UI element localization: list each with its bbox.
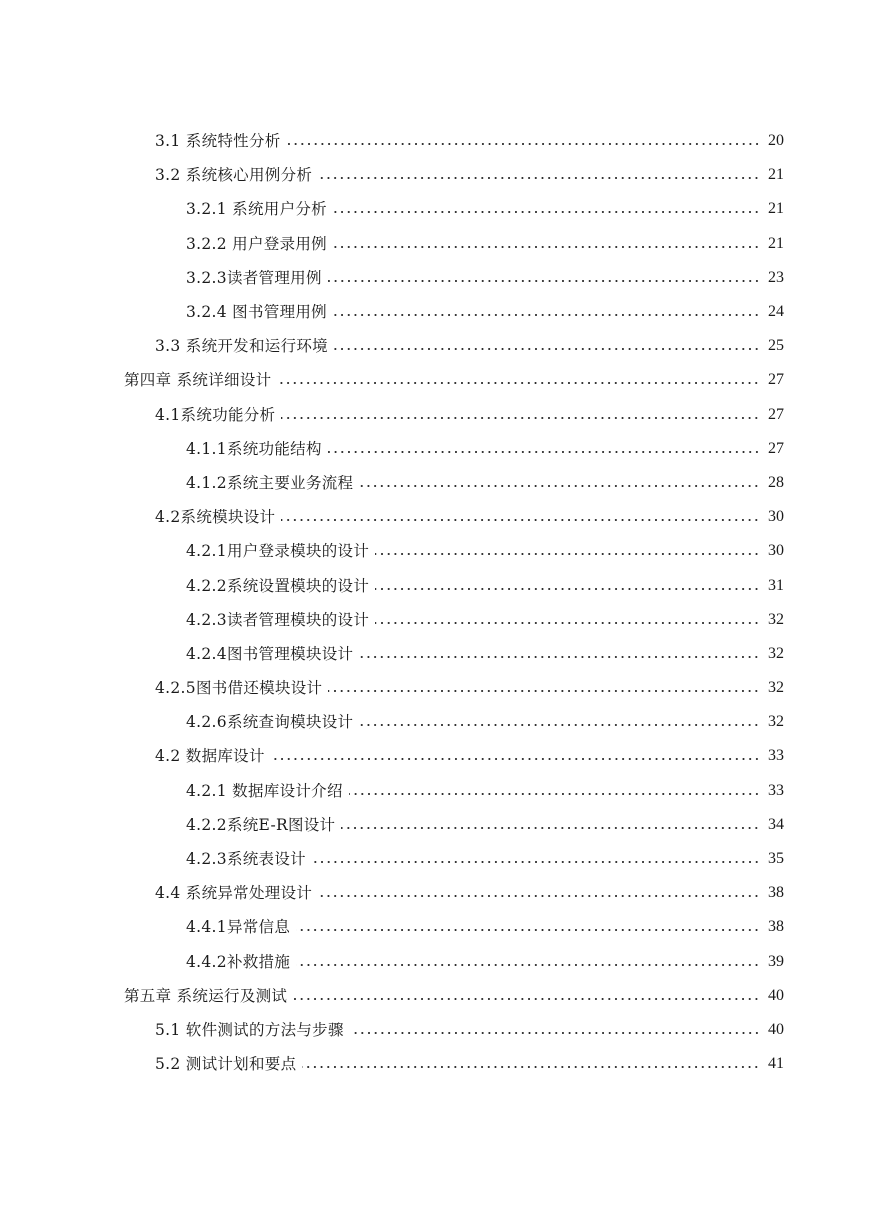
- toc-entry-page-number: 25: [768, 337, 784, 355]
- toc-entry[interactable]: [0, 945, 869, 979]
- toc-entry[interactable]: [0, 227, 869, 261]
- toc-entry-title: 4.4.2补救措施: [186, 952, 291, 971]
- toc-entry-page-number: 39: [768, 952, 784, 970]
- toc-entry-page-number: 33: [768, 781, 784, 799]
- dot-leader: [281, 516, 760, 524]
- dot-leader: [271, 755, 760, 763]
- toc-entry-title: 第四章 系统详细设计: [124, 371, 272, 390]
- dot-leader: [350, 1029, 760, 1037]
- dot-leader: [296, 961, 760, 969]
- toc-entry[interactable]: [0, 671, 869, 705]
- dot-leader: [359, 721, 760, 729]
- dot-leader: [287, 140, 760, 148]
- toc-entry-title: 3.2.3读者管理用例: [186, 268, 322, 287]
- toc-entry-page-number: 27: [768, 371, 784, 389]
- toc-entry-page-number: 30: [768, 508, 784, 526]
- dot-leader: [312, 858, 760, 866]
- dot-leader: [341, 824, 760, 832]
- dot-leader: [334, 345, 760, 353]
- dot-leader: [328, 687, 760, 695]
- toc-entry[interactable]: [0, 158, 869, 192]
- dot-leader: [359, 653, 760, 661]
- toc-entry-title: 3.2.2 用户登录用例: [186, 234, 327, 253]
- toc-entry-title: 3.2 系统核心用例分析: [155, 166, 313, 185]
- dot-leader: [296, 926, 760, 934]
- dot-leader: [277, 379, 760, 387]
- toc-entry[interactable]: [0, 876, 869, 910]
- toc-entry-title: 4.2系统模块设计: [155, 508, 276, 527]
- toc-entry[interactable]: [0, 568, 869, 602]
- toc-entry-title: 4.4.1异常信息: [186, 918, 291, 937]
- toc-entry-title: 4.2.2系统设置模块的设计: [186, 576, 370, 595]
- toc-entry-title: 4.2.5图书借还模块设计: [155, 679, 323, 698]
- toc-entry[interactable]: [0, 739, 869, 773]
- toc-entry[interactable]: [0, 603, 869, 637]
- toc-entry-title: 4.1.1系统功能结构: [186, 439, 322, 458]
- dot-leader: [359, 482, 760, 490]
- toc-entry-page-number: 20: [768, 132, 784, 150]
- toc-entry[interactable]: [0, 432, 869, 466]
- toc-entry[interactable]: [0, 398, 869, 432]
- toc-entry-page-number: 24: [768, 303, 784, 321]
- toc-entry-page-number: 40: [768, 986, 784, 1004]
- toc-entry-page-number: 23: [768, 268, 784, 286]
- toc-entry-page-number: 34: [768, 815, 784, 833]
- toc-entry-page-number: 33: [768, 747, 784, 765]
- toc-entry-page-number: 31: [768, 576, 784, 594]
- dot-leader: [293, 995, 760, 1003]
- toc-entry-title: 3.2.1 系统用户分析: [186, 200, 327, 219]
- dot-leader: [281, 414, 760, 422]
- toc-entry[interactable]: [0, 500, 869, 534]
- toc-entry-title: 3.1 系统特性分析: [155, 132, 281, 151]
- toc-entry-title: 4.2.2系统E-R图设计: [186, 815, 336, 834]
- toc-entry-title: 4.2.1 数据库设计介绍: [186, 781, 343, 800]
- toc-entry-title: 4.1系统功能分析: [155, 405, 276, 424]
- toc-entry[interactable]: [0, 329, 869, 363]
- toc-entry-page-number: 28: [768, 473, 784, 491]
- toc-entry-page-number: 30: [768, 542, 784, 560]
- toc-entry-title: 4.2.4图书管理模块设计: [186, 644, 354, 663]
- toc-entry[interactable]: [0, 808, 869, 842]
- toc-entry-page-number: 21: [768, 166, 784, 184]
- toc-entry-page-number: 40: [768, 1020, 784, 1038]
- toc-entry[interactable]: [0, 295, 869, 329]
- toc-entry-page-number: 27: [768, 405, 784, 423]
- dot-leader: [349, 790, 760, 798]
- toc-entry-title: 4.2.3读者管理模块的设计: [186, 610, 370, 629]
- toc-entry-page-number: 38: [768, 884, 784, 902]
- toc-entry-page-number: 38: [768, 918, 784, 936]
- toc-entry-page-number: 32: [768, 713, 784, 731]
- toc-entry-page-number: 41: [768, 1055, 784, 1073]
- toc-entry[interactable]: [0, 1047, 869, 1081]
- toc-entry[interactable]: [0, 774, 869, 808]
- toc-entry-page-number: 32: [768, 679, 784, 697]
- toc-entry-title: 3.3 系统开发和运行环境: [155, 337, 328, 356]
- dot-leader: [375, 585, 760, 593]
- toc-entry-title: 5.1 软件测试的方法与步骤: [155, 1020, 344, 1039]
- toc-entry-title: 4.1.2系统主要业务流程: [186, 473, 354, 492]
- toc-entry-title: 4.2.1用户登录模块的设计: [186, 542, 370, 561]
- toc-entry[interactable]: [0, 466, 869, 500]
- toc-entry[interactable]: [0, 124, 869, 158]
- toc-entry-title: 3.2.4 图书管理用例: [186, 303, 327, 322]
- toc-entry[interactable]: [0, 705, 869, 739]
- toc-entry-title: 4.2 数据库设计: [155, 747, 265, 766]
- toc-entry[interactable]: [0, 979, 869, 1013]
- toc-entry[interactable]: [0, 192, 869, 226]
- dot-leader: [318, 174, 760, 182]
- toc-entry[interactable]: [0, 261, 869, 295]
- toc-entry[interactable]: [0, 363, 869, 397]
- toc-entry[interactable]: [0, 1013, 869, 1047]
- toc-entry[interactable]: [0, 842, 869, 876]
- dot-leader: [333, 243, 760, 251]
- toc-entry-page-number: 32: [768, 610, 784, 628]
- toc-entry[interactable]: [0, 910, 869, 944]
- toc-entry-page-number: 32: [768, 644, 784, 662]
- toc-entry-title: 4.2.6系统查询模块设计: [186, 713, 354, 732]
- toc-entry[interactable]: [0, 534, 869, 568]
- dot-leader: [375, 550, 760, 558]
- toc-entry-page-number: 35: [768, 850, 784, 868]
- toc-entry-title: 第五章 系统运行及测试: [124, 986, 288, 1005]
- toc-entry-page-number: 21: [768, 234, 784, 252]
- toc-entry-title: 4.2.3系统表设计: [186, 850, 306, 869]
- dot-leader: [318, 892, 760, 900]
- toc-entry-page-number: 27: [768, 439, 784, 457]
- table-of-contents: [0, 124, 869, 1081]
- toc-entry-page-number: 21: [768, 200, 784, 218]
- dot-leader: [328, 277, 760, 285]
- toc-entry[interactable]: [0, 637, 869, 671]
- dot-leader: [375, 619, 760, 627]
- dot-leader: [333, 311, 760, 319]
- dot-leader: [328, 448, 760, 456]
- toc-entry-title: 5.2 测试计划和要点: [155, 1055, 297, 1074]
- toc-entry-title: 4.4 系统异常处理设计: [155, 884, 313, 903]
- dot-leader: [302, 1063, 760, 1071]
- dot-leader: [333, 208, 760, 216]
